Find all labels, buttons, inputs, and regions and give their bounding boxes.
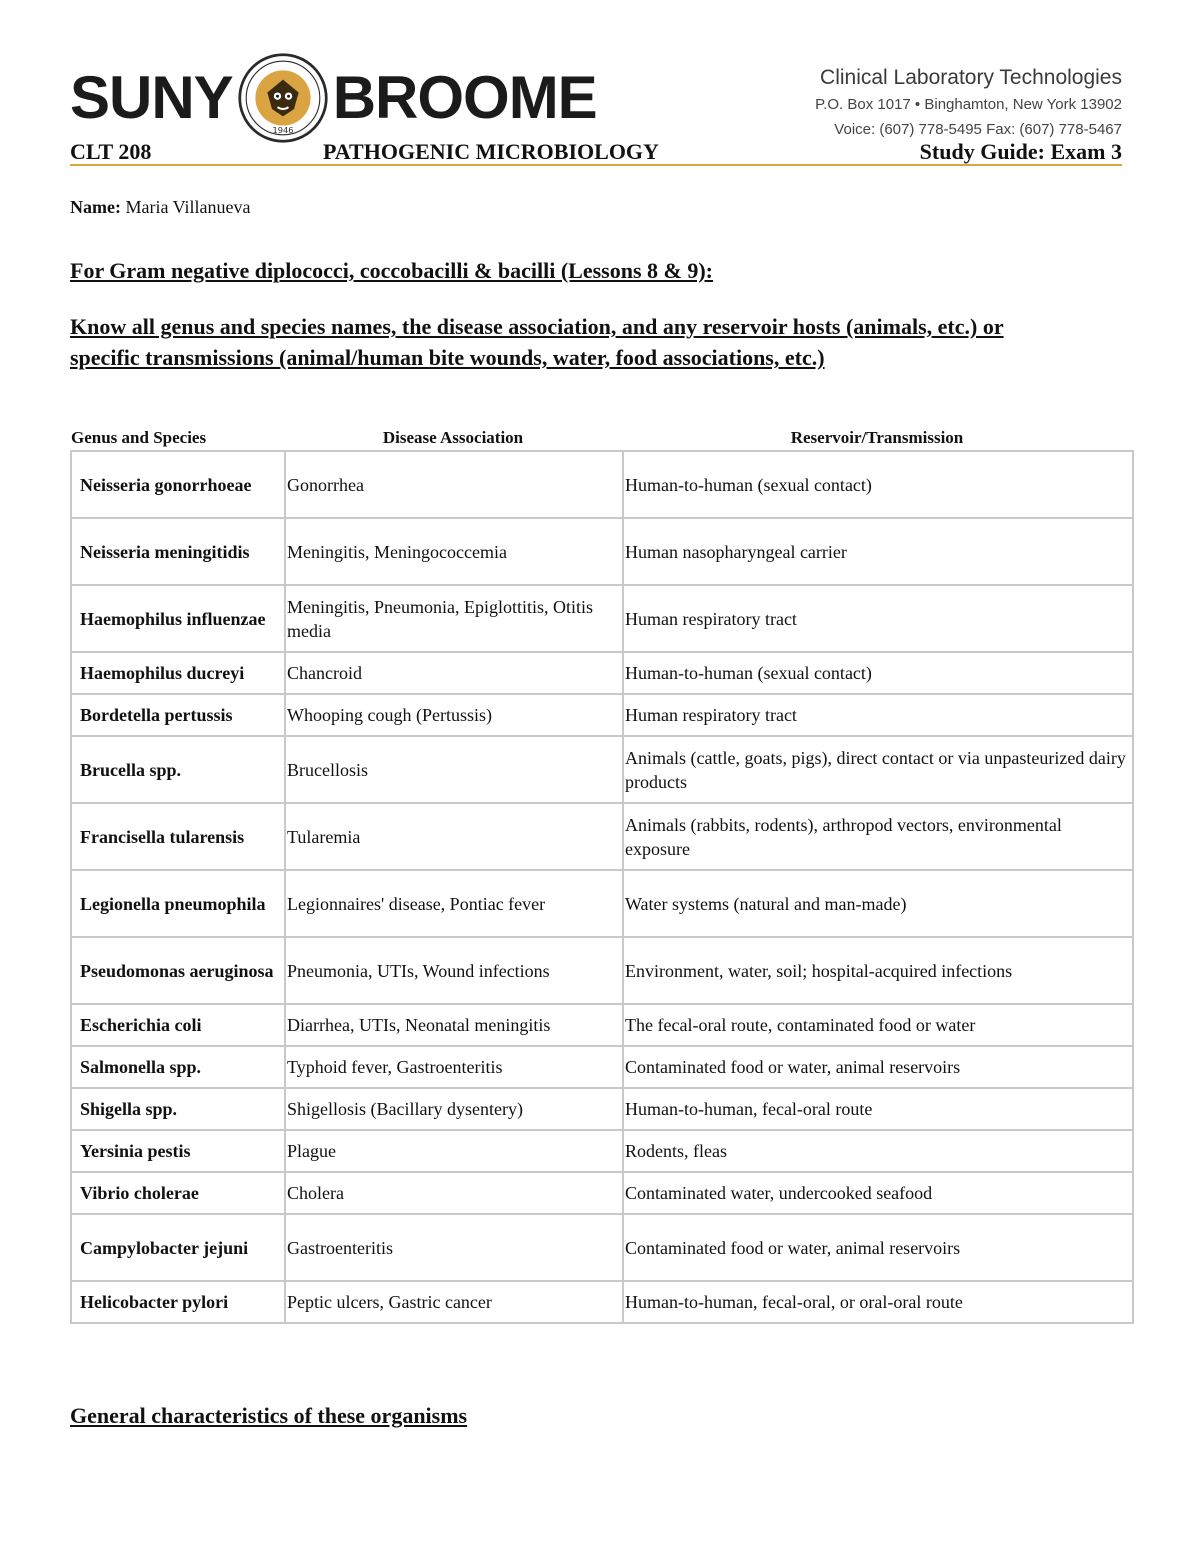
genus-cell: Shigella spp. [71, 1088, 285, 1130]
course-title: PATHOGENIC MICROBIOLOGY [323, 139, 659, 164]
reservoir-cell: Environment, water, soil; hospital-acquired infections [623, 937, 1133, 1004]
table-row [71, 585, 1133, 652]
table-row [71, 518, 1133, 585]
reservoir-cell: Human-to-human, fecal-oral, or oral-oral route [623, 1281, 1133, 1323]
disease-cell: Gastroenteritis [285, 1214, 623, 1281]
reservoir-cell: Human nasopharyngeal carrier [623, 518, 1133, 585]
genus-cell: Helicobacter pylori [71, 1281, 285, 1323]
disease-cell: Peptic ulcers, Gastric cancer [285, 1281, 623, 1323]
department-phone: Voice: (607) 778-5495 Fax: (607) 778-5467 [834, 121, 1122, 138]
reservoir-cell: The fecal-oral route, contaminated food or water [623, 1004, 1133, 1046]
reservoir-cell: Human-to-human, fecal-oral route [623, 1088, 1133, 1130]
table-row [71, 1172, 1133, 1214]
disease-cell: Tularemia [285, 803, 623, 870]
table-column-headers [70, 428, 1132, 450]
department-address: P.O. Box 1017 • Binghamton, New York 13902 [815, 96, 1122, 113]
table-row [71, 803, 1133, 870]
genus-cell: Salmonella spp. [71, 1046, 285, 1088]
table-row [71, 1130, 1133, 1172]
genus-cell: Legionella pneumophila [71, 870, 285, 937]
course-code: CLT 208 [70, 139, 152, 164]
disease-cell: Shigellosis (Bacillary dysentery) [285, 1088, 623, 1130]
suny-broome-logo [70, 52, 597, 144]
disease-cell: Pneumonia, UTIs, Wound infections [285, 937, 623, 1004]
genus-cell: Brucella spp. [71, 736, 285, 803]
table-row [71, 736, 1133, 803]
table-row [71, 694, 1133, 736]
table-row [71, 1004, 1133, 1046]
reservoir-cell: Rodents, fleas [623, 1130, 1133, 1172]
genus-cell: Yersinia pestis [71, 1130, 285, 1172]
genus-cell: Pseudomonas aeruginosa [71, 937, 285, 1004]
disease-cell: Cholera [285, 1172, 623, 1214]
instructions-heading: Know all genus and species names, the disease association, and any reservoir hosts (animals, etc.) or specific transmissions (animal/human bite wounds, water, food associations, etc.) [70, 314, 1004, 370]
disease-cell: Meningitis, Meningococcemia [285, 518, 623, 585]
genus-cell: Haemophilus influenzae [71, 585, 285, 652]
disease-cell: Typhoid fever, Gastroenteritis [285, 1046, 623, 1088]
genus-cell: Haemophilus ducreyi [71, 652, 285, 694]
disease-cell: Brucellosis [285, 736, 623, 803]
disease-cell: Chancroid [285, 652, 623, 694]
table-row [71, 1214, 1133, 1281]
disease-cell: Meningitis, Pneumonia, Epiglottitis, Otitis media [285, 585, 623, 652]
college-seal-icon [237, 52, 329, 144]
table-row [71, 1088, 1133, 1130]
genus-cell: Francisella tularensis [71, 803, 285, 870]
reservoir-cell: Human-to-human (sexual contact) [623, 451, 1133, 518]
reservoir-cell: Human respiratory tract [623, 585, 1133, 652]
column-header-reservoir: Reservoir/Transmission [790, 428, 964, 447]
genus-cell: Neisseria meningitidis [71, 518, 285, 585]
disease-cell: Plague [285, 1130, 623, 1172]
reservoir-cell: Animals (cattle, goats, pigs), direct contact or via unpasteurized dairy products [623, 736, 1133, 803]
genus-cell: Bordetella pertussis [71, 694, 285, 736]
genus-cell: Escherichia coli [71, 1004, 285, 1046]
table-row [71, 1046, 1133, 1088]
reservoir-cell: Animals (rabbits, rodents), arthropod vectors, environmental exposure [623, 803, 1133, 870]
genus-cell: Vibrio cholerae [71, 1172, 285, 1214]
table-row [71, 1281, 1133, 1323]
logo-word-broome: BROOME [332, 64, 597, 131]
reservoir-cell: Contaminated water, undercooked seafood [623, 1172, 1133, 1214]
reservoir-cell: Contaminated food or water, animal reservoirs [623, 1046, 1133, 1088]
department-name: Clinical Laboratory Technologies [820, 66, 1122, 89]
course-header [70, 140, 1122, 166]
reservoir-cell: Contaminated food or water, animal reservoirs [623, 1214, 1133, 1281]
genus-cell: Neisseria gonorrhoeae [71, 451, 285, 518]
table-row [71, 451, 1133, 518]
seal-year: 1946 [272, 124, 294, 135]
section-heading-gram-negative: For Gram negative diplococci, coccobacilli & bacilli (Lessons 8 & 9): [70, 258, 713, 283]
study-guide-title: Study Guide: Exam 3 [919, 139, 1122, 164]
table-row [71, 937, 1133, 1004]
section-heading-general-characteristics: General characteristics of these organisms [70, 1403, 468, 1428]
logo-word-suny: SUNY [70, 64, 233, 131]
genus-cell: Campylobacter jejuni [71, 1214, 285, 1281]
reservoir-cell: Human respiratory tract [623, 694, 1133, 736]
reservoir-cell: Water systems (natural and man-made) [623, 870, 1133, 937]
disease-cell: Diarrhea, UTIs, Neonatal meningitis [285, 1004, 623, 1046]
disease-cell: Legionnaires' disease, Pontiac fever [285, 870, 623, 937]
table-row [71, 652, 1133, 694]
table-row [71, 870, 1133, 937]
student-name-label: Name: [70, 197, 121, 217]
reservoir-cell: Human-to-human (sexual contact) [623, 652, 1133, 694]
organism-table [70, 450, 1134, 1324]
disease-cell: Gonorrhea [285, 451, 623, 518]
student-name-line [70, 197, 251, 218]
disease-cell: Whooping cough (Pertussis) [285, 694, 623, 736]
student-name-value: Maria Villanueva [125, 197, 251, 217]
column-header-disease: Disease Association [382, 428, 524, 447]
department-info [815, 64, 1122, 142]
column-header-genus: Genus and Species [71, 428, 207, 447]
